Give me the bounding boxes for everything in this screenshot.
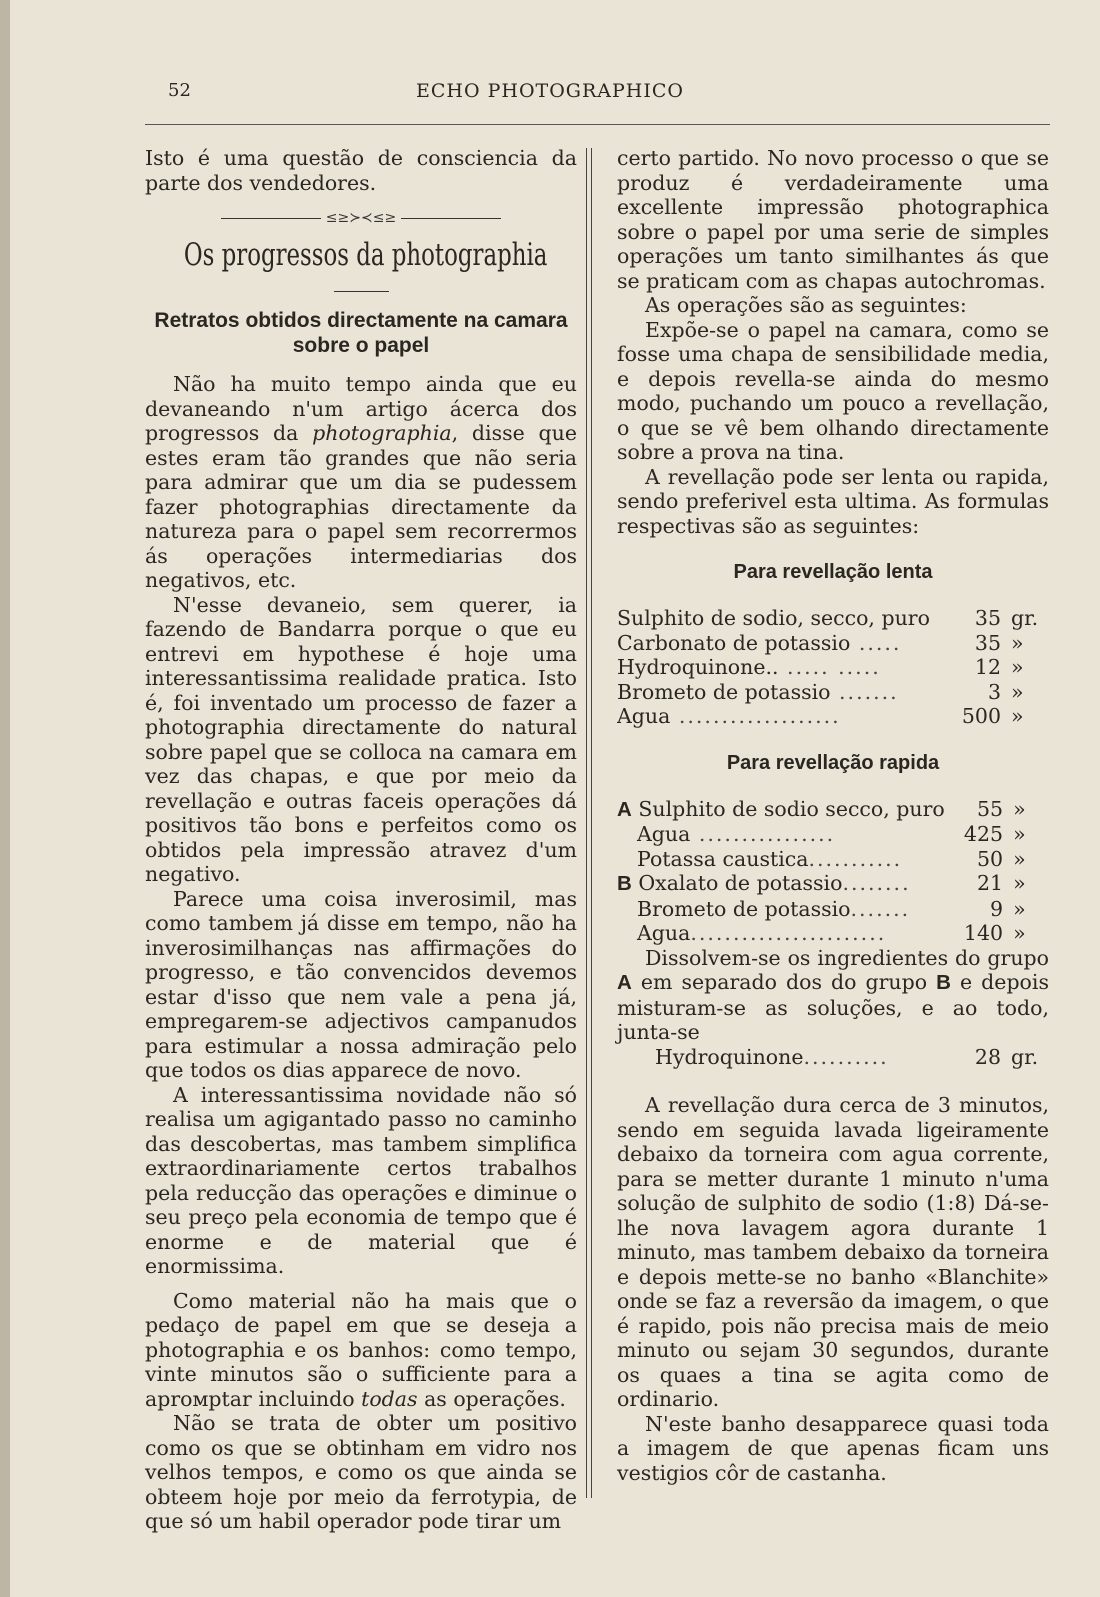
right-paragraph-1: certo partido. No novo processo o que se produz é verdadeiramente uma excellente impressão photographica sobre o papel por uma serie de simples operações um tanto similhantes ás que se praticam com as chapas autochromas. [617,146,1049,293]
group-a-label: A [617,971,632,994]
ingredient-qty: 140 [963,921,1004,945]
group-label: B [617,872,632,895]
ingredient-name: Agua....................... [637,921,887,945]
formula-row [617,1045,1049,1070]
formula-row [617,871,1049,897]
fast-formula-table [617,797,1049,946]
ingredient-qty: 28 [974,1044,1001,1069]
ingredient-qty: 50 [976,846,1004,871]
p1-text-b: , disse que estes eram tão grandes que não seria para admirar que um dia se pudessem fazer photographias directamente da natureza para o papel sem recorrermos ás operações intermediarias dos negativos, etc. [145,421,577,592]
ingredient-unit: » [1013,921,1026,945]
ingredient-name: Sulphito de sodio, secco, puro [617,606,930,630]
p5-text-b: as operações. [424,1386,566,1411]
ingredient-unit: » [1013,896,1026,921]
ingredient-qty: 425 [963,822,1004,846]
column-divider-left-line [586,148,587,1498]
ingredient-unit: » [1011,704,1024,728]
formula-row [617,897,1049,922]
paragraph-6: Não se trata de obter um positivo como os que se obtinham em vidro nos velhos tempos, e como os que ainda se obteem hoje por meio da ferrotypia, de que só um habil operador pode tirar um [145,1411,577,1533]
right-paragraph-6: N'este banho desapparece quasi toda a imagem de que apenas ficam uns vestigios côr de castanha. [617,1411,1049,1485]
ingredient-name: Agua ................... [617,704,841,728]
page-number: 52 [168,80,191,101]
p5-emphasis: todas [361,1386,418,1411]
ingredient-name: B Oxalato de potassio........ [617,871,911,895]
ingredient-unit: » [1013,871,1026,895]
page-binding-edge [0,0,10,1597]
column-divider-right-line [591,148,592,1498]
right-paragraph-3: Expõe-se o papel na camara, como se fosse uma chapa de sensibilidade media, e depois revella-se ainda do mesmo modo, puchando um pouco a revellação, o que se vê bem olhando directamente sobre a prova na tina. [617,317,1049,464]
right-paragraph-2: As operações são as seguintes: [645,293,967,317]
ingredient-qty: 3 [987,679,1001,704]
formula-row [617,822,1049,847]
ingredient-name: Brometo de potassio....... [637,896,911,921]
ingredient-name: Agua ................ [637,822,836,846]
ingredient-unit: » [1013,846,1026,871]
ingredient-name: Hydroquinone.. ..... ..... [617,655,881,679]
formula-row [617,797,1049,823]
formula-row [617,680,1049,705]
p1-emphasis: photographia [312,421,452,445]
paragraph-2: N'esse devaneio, sem querer, ia fazendo de Bandarra porque o que eu entrevi em hypothese é hoje uma interessantissima realidade pratica. Isto é, foi inventado um processo de fazer a photographia directamente do natural sobre papel que se colloca na camara em vez das chapas, e que por meio da revellação e outras faceis operações dá positivos tão bons e perfeitos como os obtidos pela impressão atravez d'um negativo. [145,592,577,886]
ingredient-qty: 12 [974,655,1001,679]
slow-development-heading: Para revellação lenta [733,561,933,583]
formula-row [617,847,1049,872]
fast-development-heading: Para revellação rapida [726,751,940,774]
subtitle-line-1: Retratos obtidos directamente na camara [154,309,568,332]
header-rule [145,124,1050,125]
formula-row [617,704,1049,729]
ingredient-name: Brometo de potassio ....... [617,679,899,704]
paragraph-5 [145,1289,577,1412]
ornament-glyphs: ≤≥≻≺≤≥ [325,210,397,226]
ornament-line-right [401,218,501,219]
ingredient-unit: » [1013,796,1026,821]
journal-title: ECHO PHOTOGRAPHICO [416,80,684,102]
ingredient-unit: » [1011,630,1024,655]
formula-row [617,921,1049,946]
right-paragraph-5: A revellação dura cerca de 3 minutos, sendo em seguida lavada ligeiramente debaixo da torneira com agua corrente, para se metter durante 1 minuto n'uma solução de sulphito de sodio (1:8) Dá-se-lhe nova lavagem agora durante 1 minuto, mas tambem debaixo da torneira e depois mette-se no banho «Blanchite» onde se faz a reversão da imagem, o que é rapido, pois não precisa mais de meio minuto ou sejam 30 segundos, durante os quaes a tina se agita como de ordinario. [617,1093,1049,1411]
ornament-line-left [221,218,321,219]
p5-text-a: Como material não ha mais que o pedaço de papel em que se deseja a photographia e os banhos: como tempo, vinte minutos são o sufficiente para a aprомptar incluindo [145,1288,577,1411]
subtitle-line-2: sobre o papel [292,334,430,357]
ingredient-qty: 35 [974,630,1001,655]
left-column [145,146,577,1534]
paragraph-3: Parece uma coisa inverosimil, mas como tambem já disse em tempo, não ha inverosimilhanças nas affirmações do progresso, e tão convencidos devemos estar d'isso que nem vale a pena já, empregarem-se adjectivos campanudos para estimular a nossa admiração pelo que todos os dias apparece de novo. [145,886,577,1082]
slow-formula-table [617,606,1049,729]
ornament-divider [145,211,577,225]
ingredient-qty: 9 [990,896,1004,921]
group-label: A [617,797,632,821]
ingredient-unit: gr. [1011,1044,1039,1069]
ingredient-name: Potassa caustica........... [637,846,903,871]
formula-row [617,631,1049,656]
ingredient-unit: » [1011,655,1024,679]
dissolve-paragraph: Dissolvem-se os ingredientes do grupo A em separado dos do grupo B e depois misturam-se as soluções, e ao todo, junta-se [617,945,1049,1044]
hydroquinone-addition [617,1045,1049,1070]
article-subtitle [145,308,577,358]
paragraph-1 [145,372,577,593]
formula-row [617,655,1049,680]
group-b-label: B [936,971,951,994]
ingredient-name: Hydroquinone.......... [655,1044,889,1069]
ingredient-name: A Sulphito de sodio secco, puro [617,796,945,821]
paragraph-4: A interessantissima novidade não só realisa um agigantado passo no caminho das descobertas, mas tambem simplifica extraordinariamente certos trabalhos pela reducção das operações e diminue o seu preço pela economia de tempo que é enorme e de material que é enormissima. [145,1082,577,1278]
ingredient-unit: » [1013,822,1026,846]
formula-row [617,606,1049,631]
p1-text-a: Não ha muito tempo ainda que eu devaneando n'um artigo ácerca dos progressos da [145,372,577,445]
ingredient-qty: 500 [961,704,1001,728]
right-column [617,146,1049,1485]
ingredient-qty: 35 [974,606,1001,630]
ingredient-qty: 55 [976,796,1004,821]
ingredient-unit: gr. [1011,606,1039,630]
ingredient-qty: 21 [976,871,1004,895]
page-header [0,0,1100,130]
ingredient-name: Carbonato de potassio ..... [617,630,902,655]
ingredient-unit: » [1011,679,1024,704]
title-rule [334,291,389,292]
article-title: Os progressos da photographia [183,237,548,273]
intro-paragraph: Isto é uma questão de consciencia da parte dos vendedores. [145,146,577,195]
right-paragraph-4: A revellação pode ser lenta ou rapida, sendo preferivel esta ultima. As formulas respectivas são as seguintes: [617,464,1049,538]
